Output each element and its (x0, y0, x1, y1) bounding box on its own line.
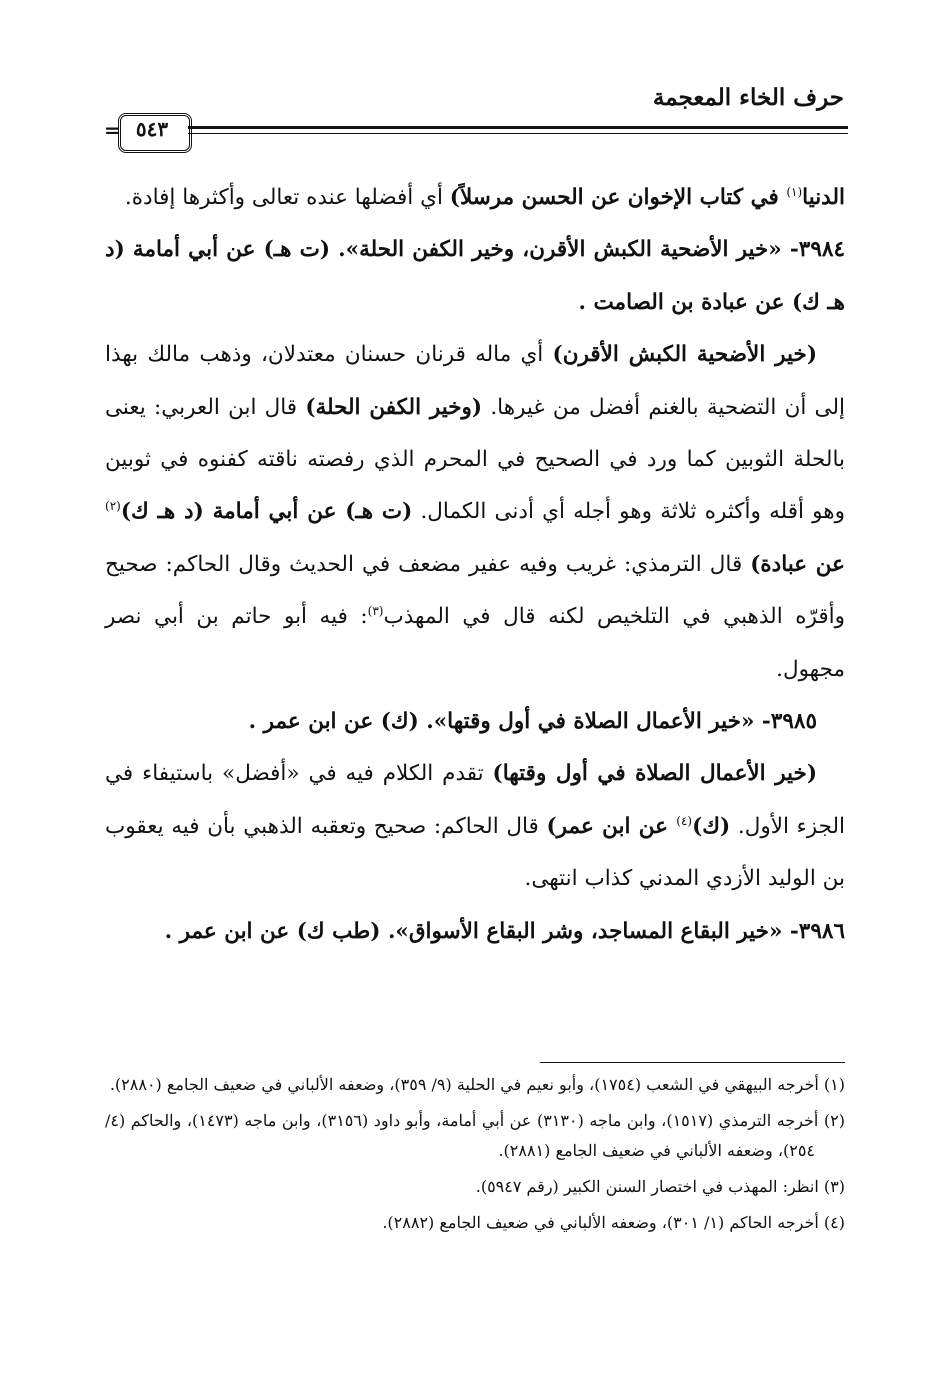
continuation-mark: = (104, 118, 121, 142)
commentary-3984: (خير الأضحية الكبش الأقرن) أي ماله قرنان حسنان معتدلان، وذهب مالك بهذا إلى أن التضحية بالغنم أفضل من غيرها. (وخير الكفن الحلة) قال ابن العربي: يعنى بالحلة الثوبين كما ورد في الصحيح في المحرم الذي رفصته ناقته كفنوه في ثوبين وهو أقله وأكثره ثلاثة وهو أجله أي أدنى الكمال. (ت هـ) عن أبي أمامة (د هـ ك)$^{(٢)}$ عن عبادة) قال الترمذي: غريب وفيه عفير مضعف في الحديث وقال الحاكم: صحيح وأقرّه الذهبي في التلخيص لكنه قال في المهذب$^{(٣)}$: فيه أبو حاتم بن أبي نصر مجهول. (105, 342, 846, 682)
footnote-ref-2: (٢) (105, 499, 121, 514)
footnote-ref-3: (٣) (367, 604, 384, 619)
page-number: ٥٤٣ (135, 117, 169, 141)
paragraph-continuation: الدنيا$^{(١)}$ في كتاب الإخوان عن الحسن مرسلاً) أي أفضلها عنده تعالى وأكثرها إفادة. (124, 184, 845, 210)
hadith-3986: ٣٩٨٦- «خير البقاع المساجد، وشر البقاع الأسواق». (طب ك) عن ابن عمر . (164, 918, 845, 944)
footnotes (105, 1070, 845, 1244)
footnote-1: (١) أخرجه البيهقي في الشعب (١٧٥٤)، وأبو نعيم في الحلية (٩/ ٣٥٩)، وضعفه الألباني في ضعيف الجامع (٢٨٨٠). (109, 1075, 845, 1094)
header-rule-thick (188, 126, 848, 129)
hadith-3985: ٣٩٨٥- «خير الأعمال الصلاة في أول وقتها». (ك) عن ابن عمر . (248, 709, 817, 735)
header-rule-thin (188, 133, 848, 134)
main-text (105, 172, 845, 958)
footnote-ref-1: (١) (786, 184, 803, 199)
commentary-3985: (خير الأعمال الصلاة في أول وقتها) تقدم الكلام فيه في «أفضل» باستيفاء في الجزء الأول. (ك)$^{(٤)}$ عن ابن عمر) قال الحاكم: صحيح وتعقبه الذهبي بأن فيه يعقوب بن الوليد الأزدي المدني كذاب انتهى. (105, 761, 845, 892)
footnote-3: (٣) انظر: المهذب في اختصار السنن الكبير (رقم ٥٩٤٧). (475, 1177, 845, 1196)
hadith-3984: ٣٩٨٤- «خير الأضحية الكبش الأقرن، وخير الكفن الحلة». (ت هـ) عن أبي أمامة (د هـ ك) عن عبادة بن الصامت . (105, 237, 845, 315)
footnote-separator (540, 1062, 845, 1063)
footnote-ref-4: (٤) (676, 813, 693, 828)
running-title: حرف الخاء المعجمة (652, 84, 844, 111)
footnote-4: (٤) أخرجه الحاكم (١/ ٣٠١)، وضعفه الألباني في ضعيف الجامع (٢٨٨٢). (382, 1213, 845, 1232)
footnote-2: (٢) أخرجه الترمذي (١٥١٧)، وابن ماجه (٣١٣٠) عن أبي أمامة، وأبو داود (٣١٥٦)، وابن ماجه (١٤٧٣)، والحاكم (٤/ ٢٥٤)، وضعفه الألباني في ضعيف الجامع (٢٨٨١). (105, 1111, 846, 1160)
